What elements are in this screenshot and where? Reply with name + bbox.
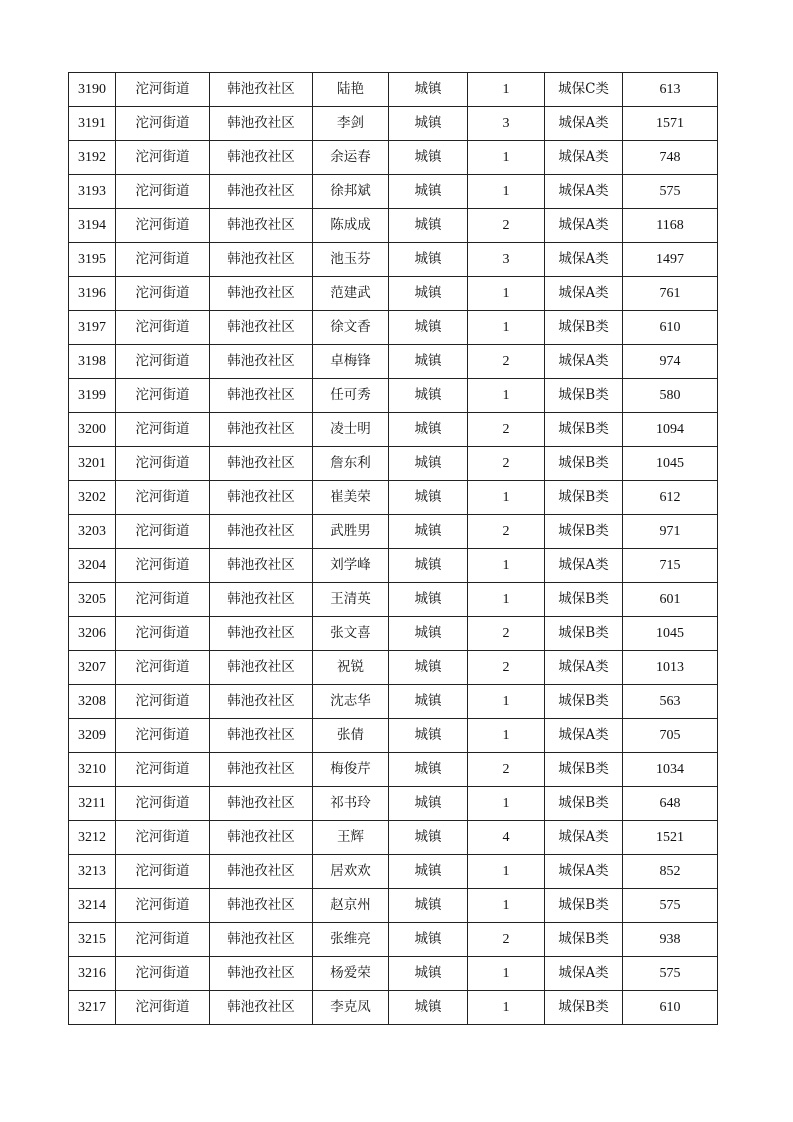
category-cell: 城保B类 <box>545 515 623 549</box>
amount-cell: 575 <box>623 175 718 209</box>
row-number-cell: 3211 <box>69 787 116 821</box>
table-row <box>69 957 718 991</box>
name-cell: 徐邦斌 <box>313 175 389 209</box>
member-count-cell: 1 <box>468 855 545 889</box>
community-cell: 韩池孜社区 <box>210 141 313 175</box>
category-cell: 城保A类 <box>545 855 623 889</box>
amount-cell: 610 <box>623 311 718 345</box>
household-type-cell: 城镇 <box>389 787 468 821</box>
household-type-cell: 城镇 <box>389 549 468 583</box>
table-row <box>69 651 718 685</box>
household-type-cell: 城镇 <box>389 855 468 889</box>
amount-cell: 1045 <box>623 617 718 651</box>
community-cell: 韩池孜社区 <box>210 73 313 107</box>
amount-cell: 613 <box>623 73 718 107</box>
name-cell: 居欢欢 <box>313 855 389 889</box>
street-cell: 沱河街道 <box>116 583 210 617</box>
community-cell: 韩池孜社区 <box>210 277 313 311</box>
street-cell: 沱河街道 <box>116 243 210 277</box>
household-type-cell: 城镇 <box>389 685 468 719</box>
table-row <box>69 821 718 855</box>
table-row <box>69 481 718 515</box>
amount-cell: 1013 <box>623 651 718 685</box>
category-cell: 城保B类 <box>545 481 623 515</box>
street-cell: 沱河街道 <box>116 73 210 107</box>
amount-cell: 575 <box>623 957 718 991</box>
row-number-cell: 3209 <box>69 719 116 753</box>
category-cell: 城保A类 <box>545 821 623 855</box>
household-type-cell: 城镇 <box>389 923 468 957</box>
name-cell: 詹东利 <box>313 447 389 481</box>
household-type-cell: 城镇 <box>389 73 468 107</box>
row-number-cell: 3201 <box>69 447 116 481</box>
name-cell: 陆艳 <box>313 73 389 107</box>
household-type-cell: 城镇 <box>389 991 468 1025</box>
amount-cell: 1034 <box>623 753 718 787</box>
street-cell: 沱河街道 <box>116 753 210 787</box>
amount-cell: 563 <box>623 685 718 719</box>
community-cell: 韩池孜社区 <box>210 651 313 685</box>
category-cell: 城保A类 <box>545 345 623 379</box>
category-cell: 城保B类 <box>545 413 623 447</box>
community-cell: 韩池孜社区 <box>210 175 313 209</box>
member-count-cell: 1 <box>468 141 545 175</box>
member-count-cell: 1 <box>468 549 545 583</box>
member-count-cell: 1 <box>468 787 545 821</box>
amount-cell: 748 <box>623 141 718 175</box>
street-cell: 沱河街道 <box>116 107 210 141</box>
name-cell: 祁书玲 <box>313 787 389 821</box>
table-row <box>69 549 718 583</box>
household-type-cell: 城镇 <box>389 719 468 753</box>
category-cell: 城保A类 <box>545 651 623 685</box>
member-count-cell: 1 <box>468 175 545 209</box>
household-type-cell: 城镇 <box>389 481 468 515</box>
community-cell: 韩池孜社区 <box>210 583 313 617</box>
household-type-cell: 城镇 <box>389 107 468 141</box>
name-cell: 凌士明 <box>313 413 389 447</box>
street-cell: 沱河街道 <box>116 277 210 311</box>
category-cell: 城保A类 <box>545 209 623 243</box>
household-type-cell: 城镇 <box>389 617 468 651</box>
street-cell: 沱河街道 <box>116 719 210 753</box>
street-cell: 沱河街道 <box>116 413 210 447</box>
row-number-cell: 3216 <box>69 957 116 991</box>
household-type-cell: 城镇 <box>389 957 468 991</box>
community-cell: 韩池孜社区 <box>210 209 313 243</box>
category-cell: 城保A类 <box>545 549 623 583</box>
amount-cell: 575 <box>623 889 718 923</box>
category-cell: 城保A类 <box>545 243 623 277</box>
row-number-cell: 3200 <box>69 413 116 447</box>
street-cell: 沱河街道 <box>116 787 210 821</box>
community-cell: 韩池孜社区 <box>210 855 313 889</box>
category-cell: 城保B类 <box>545 787 623 821</box>
row-number-cell: 3210 <box>69 753 116 787</box>
street-cell: 沱河街道 <box>116 209 210 243</box>
amount-cell: 612 <box>623 481 718 515</box>
member-count-cell: 2 <box>468 447 545 481</box>
category-cell: 城保B类 <box>545 889 623 923</box>
member-count-cell: 2 <box>468 753 545 787</box>
table-row <box>69 685 718 719</box>
row-number-cell: 3196 <box>69 277 116 311</box>
row-number-cell: 3191 <box>69 107 116 141</box>
amount-cell: 852 <box>623 855 718 889</box>
street-cell: 沱河街道 <box>116 311 210 345</box>
member-count-cell: 1 <box>468 277 545 311</box>
street-cell: 沱河街道 <box>116 345 210 379</box>
name-cell: 崔美荣 <box>313 481 389 515</box>
name-cell: 陈成成 <box>313 209 389 243</box>
street-cell: 沱河街道 <box>116 651 210 685</box>
street-cell: 沱河街道 <box>116 617 210 651</box>
row-number-cell: 3206 <box>69 617 116 651</box>
community-cell: 韩池孜社区 <box>210 481 313 515</box>
amount-cell: 610 <box>623 991 718 1025</box>
table-row <box>69 379 718 413</box>
name-cell: 李剑 <box>313 107 389 141</box>
name-cell: 沈志华 <box>313 685 389 719</box>
community-cell: 韩池孜社区 <box>210 413 313 447</box>
row-number-cell: 3212 <box>69 821 116 855</box>
name-cell: 范建武 <box>313 277 389 311</box>
amount-cell: 938 <box>623 923 718 957</box>
amount-cell: 648 <box>623 787 718 821</box>
amount-cell: 761 <box>623 277 718 311</box>
member-count-cell: 1 <box>468 311 545 345</box>
row-number-cell: 3194 <box>69 209 116 243</box>
table-row <box>69 209 718 243</box>
member-count-cell: 2 <box>468 209 545 243</box>
category-cell: 城保B类 <box>545 379 623 413</box>
amount-cell: 1521 <box>623 821 718 855</box>
table-row <box>69 991 718 1025</box>
name-cell: 张文喜 <box>313 617 389 651</box>
community-cell: 韩池孜社区 <box>210 549 313 583</box>
category-cell: 城保A类 <box>545 175 623 209</box>
amount-cell: 1045 <box>623 447 718 481</box>
community-cell: 韩池孜社区 <box>210 345 313 379</box>
household-type-cell: 城镇 <box>389 379 468 413</box>
row-number-cell: 3208 <box>69 685 116 719</box>
table-row <box>69 413 718 447</box>
household-type-cell: 城镇 <box>389 447 468 481</box>
member-count-cell: 3 <box>468 107 545 141</box>
community-cell: 韩池孜社区 <box>210 923 313 957</box>
member-count-cell: 1 <box>468 73 545 107</box>
name-cell: 刘学峰 <box>313 549 389 583</box>
row-number-cell: 3205 <box>69 583 116 617</box>
community-cell: 韩池孜社区 <box>210 685 313 719</box>
table-row <box>69 617 718 651</box>
community-cell: 韩池孜社区 <box>210 889 313 923</box>
table-row <box>69 141 718 175</box>
household-type-cell: 城镇 <box>389 209 468 243</box>
household-type-cell: 城镇 <box>389 753 468 787</box>
category-cell: 城保B类 <box>545 923 623 957</box>
row-number-cell: 3217 <box>69 991 116 1025</box>
member-count-cell: 1 <box>468 991 545 1025</box>
category-cell: 城保A类 <box>545 277 623 311</box>
member-count-cell: 1 <box>468 583 545 617</box>
row-number-cell: 3207 <box>69 651 116 685</box>
name-cell: 祝锐 <box>313 651 389 685</box>
name-cell: 任可秀 <box>313 379 389 413</box>
member-count-cell: 1 <box>468 481 545 515</box>
table-body <box>69 73 718 1025</box>
street-cell: 沱河街道 <box>116 175 210 209</box>
table-row <box>69 175 718 209</box>
row-number-cell: 3193 <box>69 175 116 209</box>
table-row <box>69 73 718 107</box>
household-type-cell: 城镇 <box>389 277 468 311</box>
category-cell: 城保B类 <box>545 617 623 651</box>
street-cell: 沱河街道 <box>116 515 210 549</box>
member-count-cell: 2 <box>468 651 545 685</box>
name-cell: 赵京州 <box>313 889 389 923</box>
community-cell: 韩池孜社区 <box>210 617 313 651</box>
category-cell: 城保B类 <box>545 991 623 1025</box>
street-cell: 沱河街道 <box>116 379 210 413</box>
community-cell: 韩池孜社区 <box>210 107 313 141</box>
table-row <box>69 311 718 345</box>
community-cell: 韩池孜社区 <box>210 515 313 549</box>
street-cell: 沱河街道 <box>116 821 210 855</box>
name-cell: 梅俊芹 <box>313 753 389 787</box>
community-cell: 韩池孜社区 <box>210 379 313 413</box>
amount-cell: 974 <box>623 345 718 379</box>
category-cell: 城保A类 <box>545 719 623 753</box>
row-number-cell: 3190 <box>69 73 116 107</box>
community-cell: 韩池孜社区 <box>210 991 313 1025</box>
household-type-cell: 城镇 <box>389 243 468 277</box>
table-row <box>69 583 718 617</box>
street-cell: 沱河街道 <box>116 855 210 889</box>
table-row <box>69 447 718 481</box>
table-row <box>69 753 718 787</box>
community-cell: 韩池孜社区 <box>210 447 313 481</box>
name-cell: 张维亮 <box>313 923 389 957</box>
member-count-cell: 2 <box>468 345 545 379</box>
member-count-cell: 1 <box>468 379 545 413</box>
table-row <box>69 345 718 379</box>
amount-cell: 1571 <box>623 107 718 141</box>
name-cell: 李克凤 <box>313 991 389 1025</box>
table-row <box>69 243 718 277</box>
category-cell: 城保B类 <box>545 753 623 787</box>
member-count-cell: 2 <box>468 923 545 957</box>
amount-cell: 971 <box>623 515 718 549</box>
street-cell: 沱河街道 <box>116 549 210 583</box>
household-type-cell: 城镇 <box>389 311 468 345</box>
category-cell: 城保A类 <box>545 141 623 175</box>
table-row <box>69 277 718 311</box>
member-count-cell: 1 <box>468 719 545 753</box>
row-number-cell: 3204 <box>69 549 116 583</box>
street-cell: 沱河街道 <box>116 685 210 719</box>
street-cell: 沱河街道 <box>116 923 210 957</box>
row-number-cell: 3198 <box>69 345 116 379</box>
name-cell: 武胜男 <box>313 515 389 549</box>
household-type-cell: 城镇 <box>389 345 468 379</box>
household-type-cell: 城镇 <box>389 175 468 209</box>
name-cell: 池玉芬 <box>313 243 389 277</box>
street-cell: 沱河街道 <box>116 991 210 1025</box>
row-number-cell: 3202 <box>69 481 116 515</box>
amount-cell: 580 <box>623 379 718 413</box>
name-cell: 张倩 <box>313 719 389 753</box>
household-type-cell: 城镇 <box>389 583 468 617</box>
member-count-cell: 4 <box>468 821 545 855</box>
category-cell: 城保B类 <box>545 685 623 719</box>
row-number-cell: 3197 <box>69 311 116 345</box>
household-type-cell: 城镇 <box>389 141 468 175</box>
member-count-cell: 1 <box>468 957 545 991</box>
community-cell: 韩池孜社区 <box>210 719 313 753</box>
community-cell: 韩池孜社区 <box>210 957 313 991</box>
member-count-cell: 2 <box>468 515 545 549</box>
street-cell: 沱河街道 <box>116 141 210 175</box>
amount-cell: 1497 <box>623 243 718 277</box>
member-count-cell: 1 <box>468 889 545 923</box>
name-cell: 徐文香 <box>313 311 389 345</box>
household-type-cell: 城镇 <box>389 821 468 855</box>
name-cell: 杨爱荣 <box>313 957 389 991</box>
member-count-cell: 2 <box>468 617 545 651</box>
table-row <box>69 719 718 753</box>
street-cell: 沱河街道 <box>116 889 210 923</box>
category-cell: 城保A类 <box>545 957 623 991</box>
household-type-cell: 城镇 <box>389 889 468 923</box>
name-cell: 王辉 <box>313 821 389 855</box>
amount-cell: 705 <box>623 719 718 753</box>
category-cell: 城保B类 <box>545 311 623 345</box>
table-row <box>69 515 718 549</box>
name-cell: 卓梅锋 <box>313 345 389 379</box>
community-cell: 韩池孜社区 <box>210 243 313 277</box>
row-number-cell: 3195 <box>69 243 116 277</box>
category-cell: 城保B类 <box>545 447 623 481</box>
member-count-cell: 3 <box>468 243 545 277</box>
category-cell: 城保C类 <box>545 73 623 107</box>
amount-cell: 1094 <box>623 413 718 447</box>
community-cell: 韩池孜社区 <box>210 821 313 855</box>
street-cell: 沱河街道 <box>116 447 210 481</box>
category-cell: 城保A类 <box>545 107 623 141</box>
table-row <box>69 923 718 957</box>
table-row <box>69 855 718 889</box>
row-number-cell: 3214 <box>69 889 116 923</box>
row-number-cell: 3192 <box>69 141 116 175</box>
community-cell: 韩池孜社区 <box>210 753 313 787</box>
table-row <box>69 889 718 923</box>
row-number-cell: 3199 <box>69 379 116 413</box>
household-type-cell: 城镇 <box>389 651 468 685</box>
community-cell: 韩池孜社区 <box>210 311 313 345</box>
household-type-cell: 城镇 <box>389 413 468 447</box>
table-row <box>69 787 718 821</box>
member-count-cell: 1 <box>468 685 545 719</box>
street-cell: 沱河街道 <box>116 957 210 991</box>
row-number-cell: 3203 <box>69 515 116 549</box>
table-row <box>69 107 718 141</box>
row-number-cell: 3213 <box>69 855 116 889</box>
data-table <box>68 72 718 1025</box>
row-number-cell: 3215 <box>69 923 116 957</box>
amount-cell: 715 <box>623 549 718 583</box>
member-count-cell: 2 <box>468 413 545 447</box>
name-cell: 王清英 <box>313 583 389 617</box>
amount-cell: 601 <box>623 583 718 617</box>
community-cell: 韩池孜社区 <box>210 787 313 821</box>
category-cell: 城保B类 <box>545 583 623 617</box>
street-cell: 沱河街道 <box>116 481 210 515</box>
name-cell: 余运春 <box>313 141 389 175</box>
amount-cell: 1168 <box>623 209 718 243</box>
household-type-cell: 城镇 <box>389 515 468 549</box>
